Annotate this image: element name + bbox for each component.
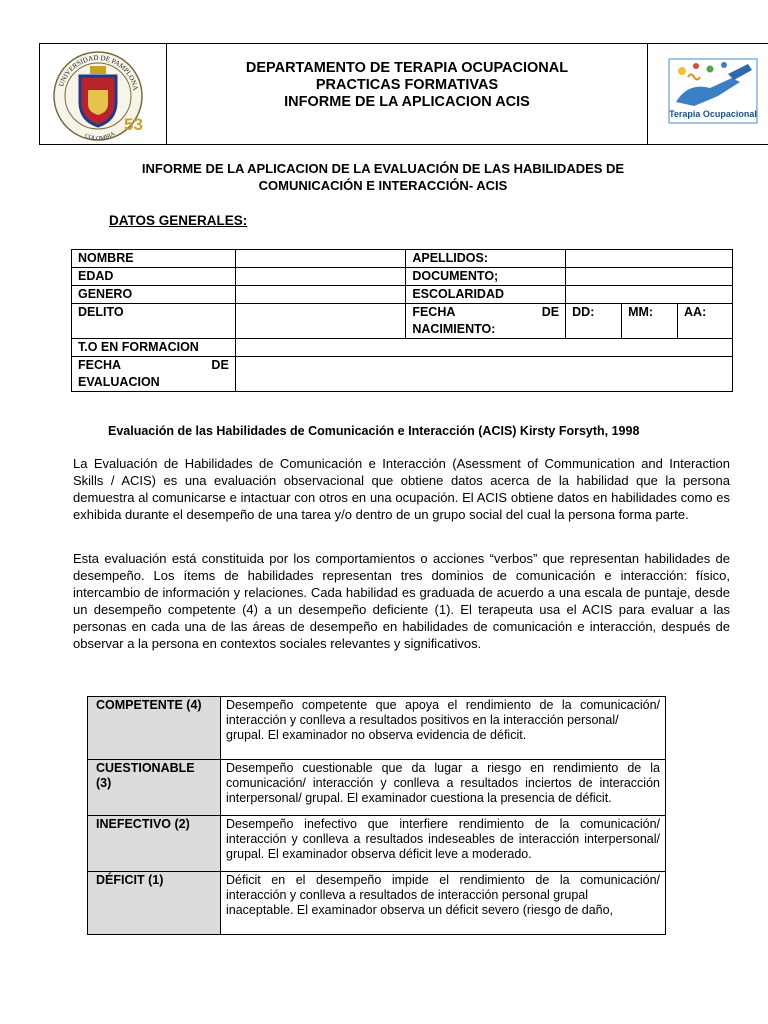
documento-label: DOCUMENTO;: [406, 268, 566, 286]
delito-label: DELITO: [72, 304, 236, 339]
scale-description-text: Desempeño cuestionable que da lugar a riesgo en rendimiento de la comunicación/ interacción y conlleva a resultados inciertos de interacción interpersonal/ grupal. El examinador cuestiona la presencia de déficit.: [226, 761, 660, 805]
scale-description-text: Déficit en el desempeño impide el rendimiento de la comunicación/ interacción y conlleva a resultados de interacción personal grupal: [226, 873, 660, 902]
university-seal-icon: [40, 44, 166, 144]
scoring-scale-table: [87, 696, 666, 935]
scale-description-text: inaceptable. El examinador observa un déficit severo (riesgo de daño,: [226, 903, 614, 917]
table-row: [72, 304, 733, 339]
section-title: Evaluación de las Habilidades de Comunicación e Interacción (ACIS) Kirsty Forsyth, 1998: [108, 424, 640, 438]
table-row: [88, 697, 666, 760]
svg-text:UNIVERSIDAD DE PAMPLONA: UNIVERSIDAD DE PAMPLONA: [57, 53, 140, 92]
scale-description-text: grupal. El examinador no observa evidencia de déficit.: [226, 728, 527, 742]
de-word: DE: [211, 358, 229, 372]
fecha-nacimiento-label: [406, 304, 566, 339]
svg-text:53: 53: [124, 115, 143, 134]
evaluacion-word: EVALUACION: [78, 375, 160, 389]
paragraph-1: La Evaluación de Habilidades de Comunicación e Interacción (Asessment of Communication and Interaction Skills / ACIS) es una evaluación observacional que obtiene datos acerca de la habilidad que la persona demuestra al comunicarse e intactuar con otros en una ocupación. El ACIS obtiene datos en habilidades como es exhibida durante el desempeño de una tarea y/o dentro de un grupo social del cual la persona forma parte.: [73, 456, 730, 522]
scale-description-text: Desempeño competente que apoya el rendimiento de la comunicación/ interacción y conlleva a resultados positivos en la interacción personal/: [226, 698, 660, 727]
occupational-therapy-logo-icon: [648, 44, 768, 144]
nacimiento-word: NACIMIENTO:: [412, 322, 496, 336]
scale-description: [221, 872, 666, 935]
mm-field[interactable]: MM:: [622, 304, 678, 339]
svg-text:COLOMBIA: COLOMBIA: [83, 131, 117, 143]
dd-field[interactable]: DD:: [566, 304, 622, 339]
report-subtitle: [70, 160, 696, 194]
datos-generales-heading: DATOS GENERALES:: [109, 213, 248, 228]
scale-description: [221, 816, 666, 872]
header-line-3: INFORME DE LA APLICACION ACIS: [284, 94, 530, 110]
logo-caption: Terapia Ocupacional: [669, 109, 757, 119]
apellidos-field[interactable]: [566, 250, 733, 268]
scale-description: [221, 760, 666, 816]
fecha-word: FECHA: [78, 358, 122, 372]
table-row: [88, 760, 666, 816]
to-formacion-label: T.O EN FORMACION: [72, 339, 236, 357]
to-formacion-field[interactable]: [235, 339, 732, 357]
program-logo-cell: [647, 44, 768, 144]
header-line-1: DEPARTAMENTO DE TERAPIA OCUPACIONAL: [245, 60, 569, 76]
genero-label: GENERO: [72, 286, 236, 304]
aa-field[interactable]: AA:: [678, 304, 733, 339]
header-titles: [166, 60, 648, 111]
table-row: [72, 268, 733, 286]
escolaridad-field[interactable]: [566, 286, 733, 304]
edad-field[interactable]: [235, 268, 406, 286]
scale-label: INEFECTIVO (2): [88, 816, 221, 872]
delito-field[interactable]: [235, 304, 406, 339]
apellidos-label: APELLIDOS:: [406, 250, 566, 268]
table-row: [72, 250, 733, 268]
scale-description-text: Desempeño inefectivo que interfiere rendimiento de la comunicación/ interacción y conlleva a resultados indeseables de interacción interpersonal/ grupal. El examinador observa déficit leve a moderado.: [226, 817, 660, 861]
subtitle-line-2: COMUNICACIÓN E INTERACCIÓN- ACIS: [258, 178, 508, 193]
scale-description: [221, 697, 666, 760]
edad-label: EDAD: [72, 268, 236, 286]
paragraph-2: Esta evaluación está constituida por los comportamientos o acciones “verbos” que representan habilidades de desempeño. Los ítems de habilidades representan tres dominios de comunicación e interacción: físico, intercambio de información y relaciones. Cada habilidad es graduada de acuerdo a una escala de puntaje, desde un desempeño competente (4) a un desempeño deficiente (1). El terapeuta usa el ACIS para evaluar a las personas en cada una de las áreas de desempeño en habilidades de comunicación e interacción, después de observar a la persona en contextos sociales relevantes y significativos.: [73, 551, 730, 651]
table-row: [72, 286, 733, 304]
genero-field[interactable]: [235, 286, 406, 304]
nombre-field[interactable]: [235, 250, 406, 268]
scale-label: COMPETENTE (4): [88, 697, 221, 760]
nombre-label: NOMBRE: [72, 250, 236, 268]
header-line-2: PRACTICAS FORMATIVAS: [315, 77, 499, 93]
scale-label: CUESTIONABLE (3): [88, 760, 221, 816]
documento-field[interactable]: [566, 268, 733, 286]
subtitle-line-1: INFORME DE LA APLICACION DE LA EVALUACIÓN DE LAS HABILIDADES DE: [141, 161, 625, 176]
fecha-evaluacion-field[interactable]: [235, 357, 732, 392]
document-header: [39, 43, 768, 145]
table-row: [88, 872, 666, 935]
general-data-table: [71, 249, 733, 392]
fecha-word: FECHA: [412, 305, 456, 319]
table-row: [72, 357, 733, 392]
table-row: [88, 816, 666, 872]
scale-label: DÉFICIT (1): [88, 872, 221, 935]
university-logo-cell: [40, 44, 167, 144]
de-word: DE: [541, 305, 560, 319]
fecha-evaluacion-label: [72, 357, 236, 392]
table-row: [72, 339, 733, 357]
escolaridad-label: ESCOLARIDAD: [406, 286, 566, 304]
